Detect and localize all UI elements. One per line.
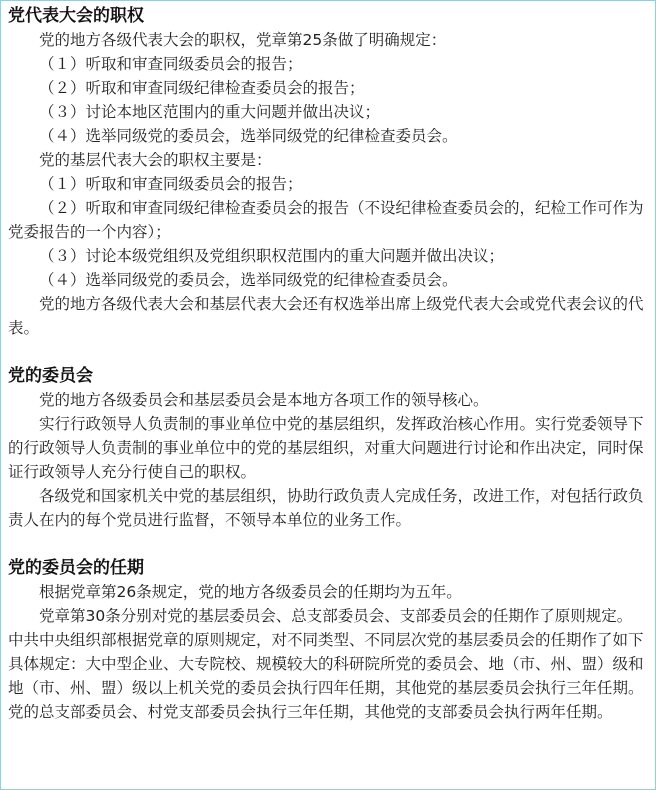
paragraph: 党章第30条分别对党的基层委员会、总支部委员会、支部委员会的任期作了原则规定。中共中央组织部根据党章的原则规定，对不同类型、不同层次党的基层委员会的任期作了如下具体规定：大中型企业、大专院校、规模较大的科研院所党的委员会、地（市、州、盟）级和地（市、州、盟）级以上机关党的委员会执行四年任期，其他党的基层委员会执行三年任期。党的总支部委员会、村党支部委员会执行三年任期，其他党的支部委员会执行两年任期。 (8, 607, 644, 721)
paragraph-local-congress-intro: 党的地方各级代表大会的职权，党章第25条做了明确规定： (39, 31, 447, 49)
list-item: （２）听取和审查同级纪律检查委员会的报告（不设纪律检查委员会的，纪检工作可作为党委报告的一个内容）； (8, 199, 644, 241)
document-content (1, 1, 655, 724)
paragraph-congress-closing: 党的地方各级代表大会和基层代表大会还有权选举出席上级党代表大会或党代表会议的代表。 (8, 295, 644, 337)
section-spacer (8, 340, 647, 364)
list-item: （２）听取和审查同级纪律检查委员会的报告； (39, 79, 365, 97)
list-item: （１）听取和审查同级委员会的报告； (39, 175, 303, 193)
list-item: （３）讨论本地区范围内的重大问题并做出决议； (39, 103, 381, 121)
list-item: （４）选举同级党的委员会，选举同级党的纪律检查委员会。 (39, 127, 458, 145)
section-title-committee-term: 党的委员会的任期 (8, 558, 144, 578)
paragraph: 实行行政领导人负责制的事业单位中党的基层组织，发挥政治核心作用。实行党委领导下的行政领导人负责制的事业单位中的党的基层组织，对重大问题进行讨论和作出决定，同时保证行政领导人充分行使自己的职权。 (8, 415, 644, 481)
section-title-congress-powers: 党代表大会的职权 (8, 6, 144, 26)
paragraph: 各级党和国家机关中党的基层组织，协助行政负责人完成任务，改进工作，对包括行政负责人在内的每个党员进行监督，不领导本单位的业务工作。 (8, 487, 644, 529)
list-item: （１）听取和审查同级委员会的报告； (39, 55, 303, 73)
section-title-committee: 党的委员会 (8, 366, 93, 386)
list-item: （４）选举同级党的委员会，选举同级党的纪律检查委员会。 (39, 271, 458, 289)
section-spacer (8, 532, 647, 556)
paragraph: 党的地方各级委员会和基层委员会是本地方各项工作的领导核心。 (39, 391, 489, 409)
paragraph-grassroots-congress-intro: 党的基层代表大会的职权主要是： (39, 151, 272, 169)
list-item: （３）讨论本级党组织及党组织职权范围内的重大问题并做出决议； (39, 247, 505, 265)
paragraph: 根据党章第26条规定，党的地方各级委员会的任期均为五年。 (39, 583, 462, 601)
